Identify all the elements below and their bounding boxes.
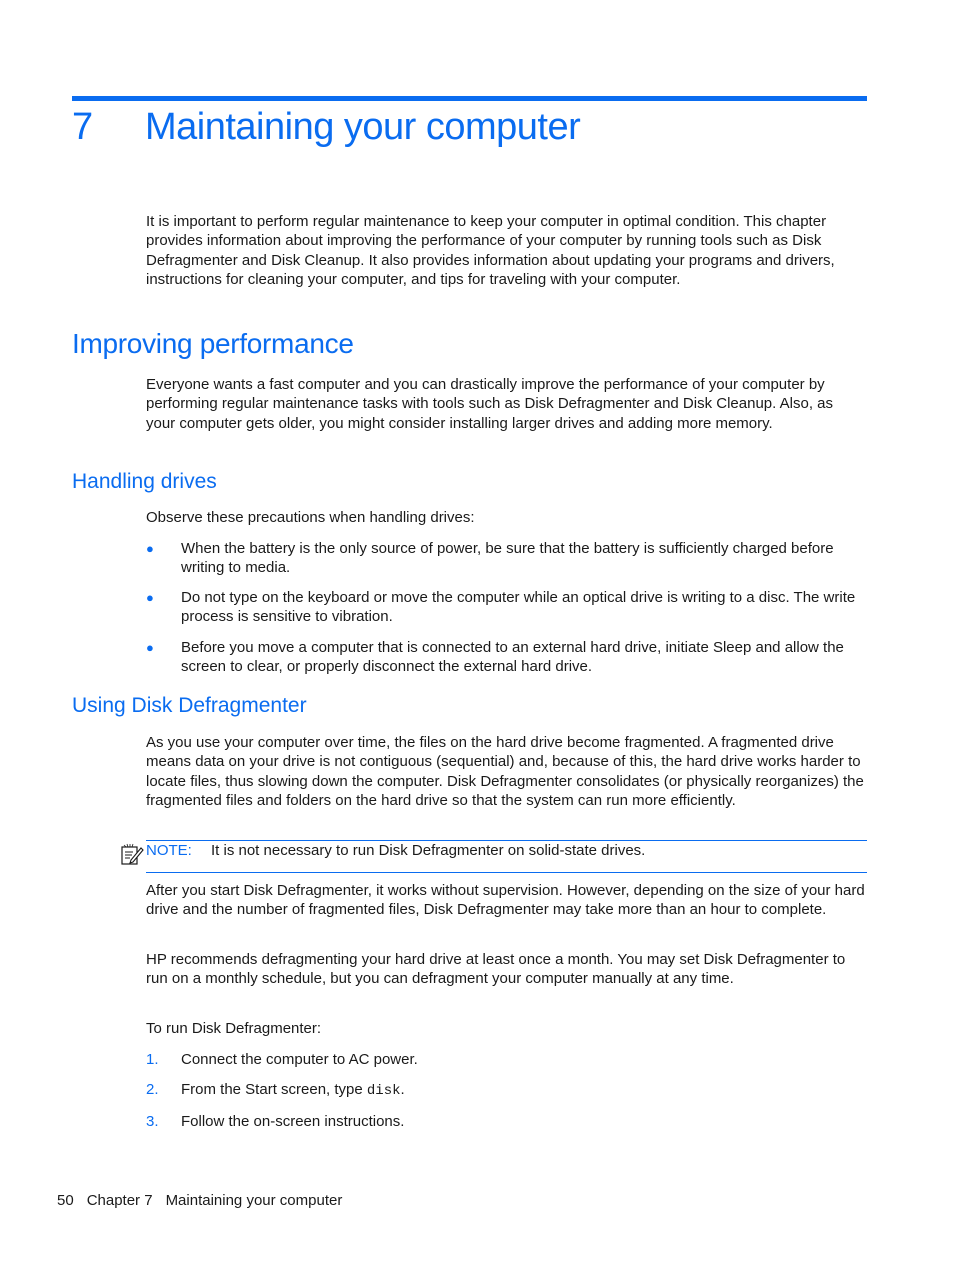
defrag-body-3: HP recommends defragmenting your hard drive at least once a month. You may set Disk Defragmenter to run on a monthly schedule, but you can defragment your computer manually at any time.: [146, 951, 846, 988]
bullet-dot-icon: ●: [146, 590, 154, 605]
page-number: 50: [57, 1192, 74, 1209]
subsection-title-disk-defragmenter: Using Disk Defragmenter: [72, 694, 307, 717]
note-bottom-rule: [146, 872, 867, 873]
note-text: It is not necessary to run Disk Defragmenter on solid-state drives.: [211, 842, 646, 859]
steps-intro: To run Disk Defragmenter:: [146, 1020, 322, 1037]
bullet-text: When the battery is the only source of power, be sure that the battery is sufficiently charged before writing to media.: [181, 540, 834, 577]
footer-chapter: Chapter 7: [86, 1192, 153, 1209]
step-text-pre: Connect the computer to AC power.: [181, 1051, 418, 1068]
step-number: 3.: [146, 1113, 159, 1130]
bullet-dot-icon: ●: [146, 541, 154, 556]
chapter-title: Maintaining your computer: [145, 106, 581, 148]
step-number: 1.: [146, 1051, 159, 1068]
note-pencil-icon: [120, 843, 144, 867]
bullet-dot-icon: ●: [146, 640, 154, 655]
step-text: [181, 1080, 866, 1101]
step-number: 2.: [146, 1081, 159, 1098]
improving-body: Everyone wants a fast computer and you can drastically improve the performance of your computer by performing regular maintenance tasks with tools such as Disk Defragmenter and Disk Cleanup. Also, as your computer gets older, you might consider installing larger drives and adding more memory.: [146, 376, 833, 432]
handling-intro: Observe these precautions when handling drives:: [146, 509, 475, 526]
chapter-rule: [72, 96, 867, 101]
subsection-title-handling-drives: Handling drives: [72, 470, 217, 493]
defrag-body-1: As you use your computer over time, the files on the hard drive become fragmented. A fragmented drive means data on your drive is not contiguous (sequential) and, because of this, the hard drive works harder to locate files, thus slowing down the computer. Disk Defragmenter consolidates (or physically reorganizes) the fragmented files and folders on the hard drive so that the system can run more efficiently.: [146, 734, 864, 809]
bullet-text: Before you move a computer that is connected to an external hard drive, initiate Sleep and allow the screen to clear, or properly disconnect the external hard drive.: [181, 639, 844, 676]
step-text-pre: From the Start screen, type: [181, 1081, 367, 1098]
chapter-number: 7: [72, 106, 93, 148]
bullet-text: Do not type on the keyboard or move the computer while an optical drive is writing to a disc. The write process is sensitive to vibration.: [181, 589, 856, 626]
chapter-heading: [72, 107, 580, 149]
step-text-post: .: [400, 1081, 405, 1098]
section-title-improving-performance: Improving performance: [72, 328, 354, 359]
page-footer: [57, 1191, 355, 1210]
note-label: NOTE:: [146, 842, 192, 859]
footer-title: Maintaining your computer: [165, 1192, 343, 1209]
defrag-body-2: After you start Disk Defragmenter, it works without supervision. However, depending on the size of your hard drive and the number of fragmented files, Disk Defragmenter may take more than an hour to complete.: [146, 882, 865, 919]
step-code: disk: [366, 1083, 401, 1099]
step-text: [181, 1050, 866, 1069]
step-text-pre: Follow the on-screen instructions.: [181, 1113, 405, 1130]
step-text: [181, 1112, 866, 1131]
chapter-intro: It is important to perform regular maintenance to keep your computer in optimal condition. This chapter provides information about improving the performance of your computer by running tools such as Disk Defragmenter and Disk Cleanup. It also provides information about updating your programs and drivers, instructions for cleaning your computer, and tips for traveling with your computer.: [146, 213, 835, 288]
